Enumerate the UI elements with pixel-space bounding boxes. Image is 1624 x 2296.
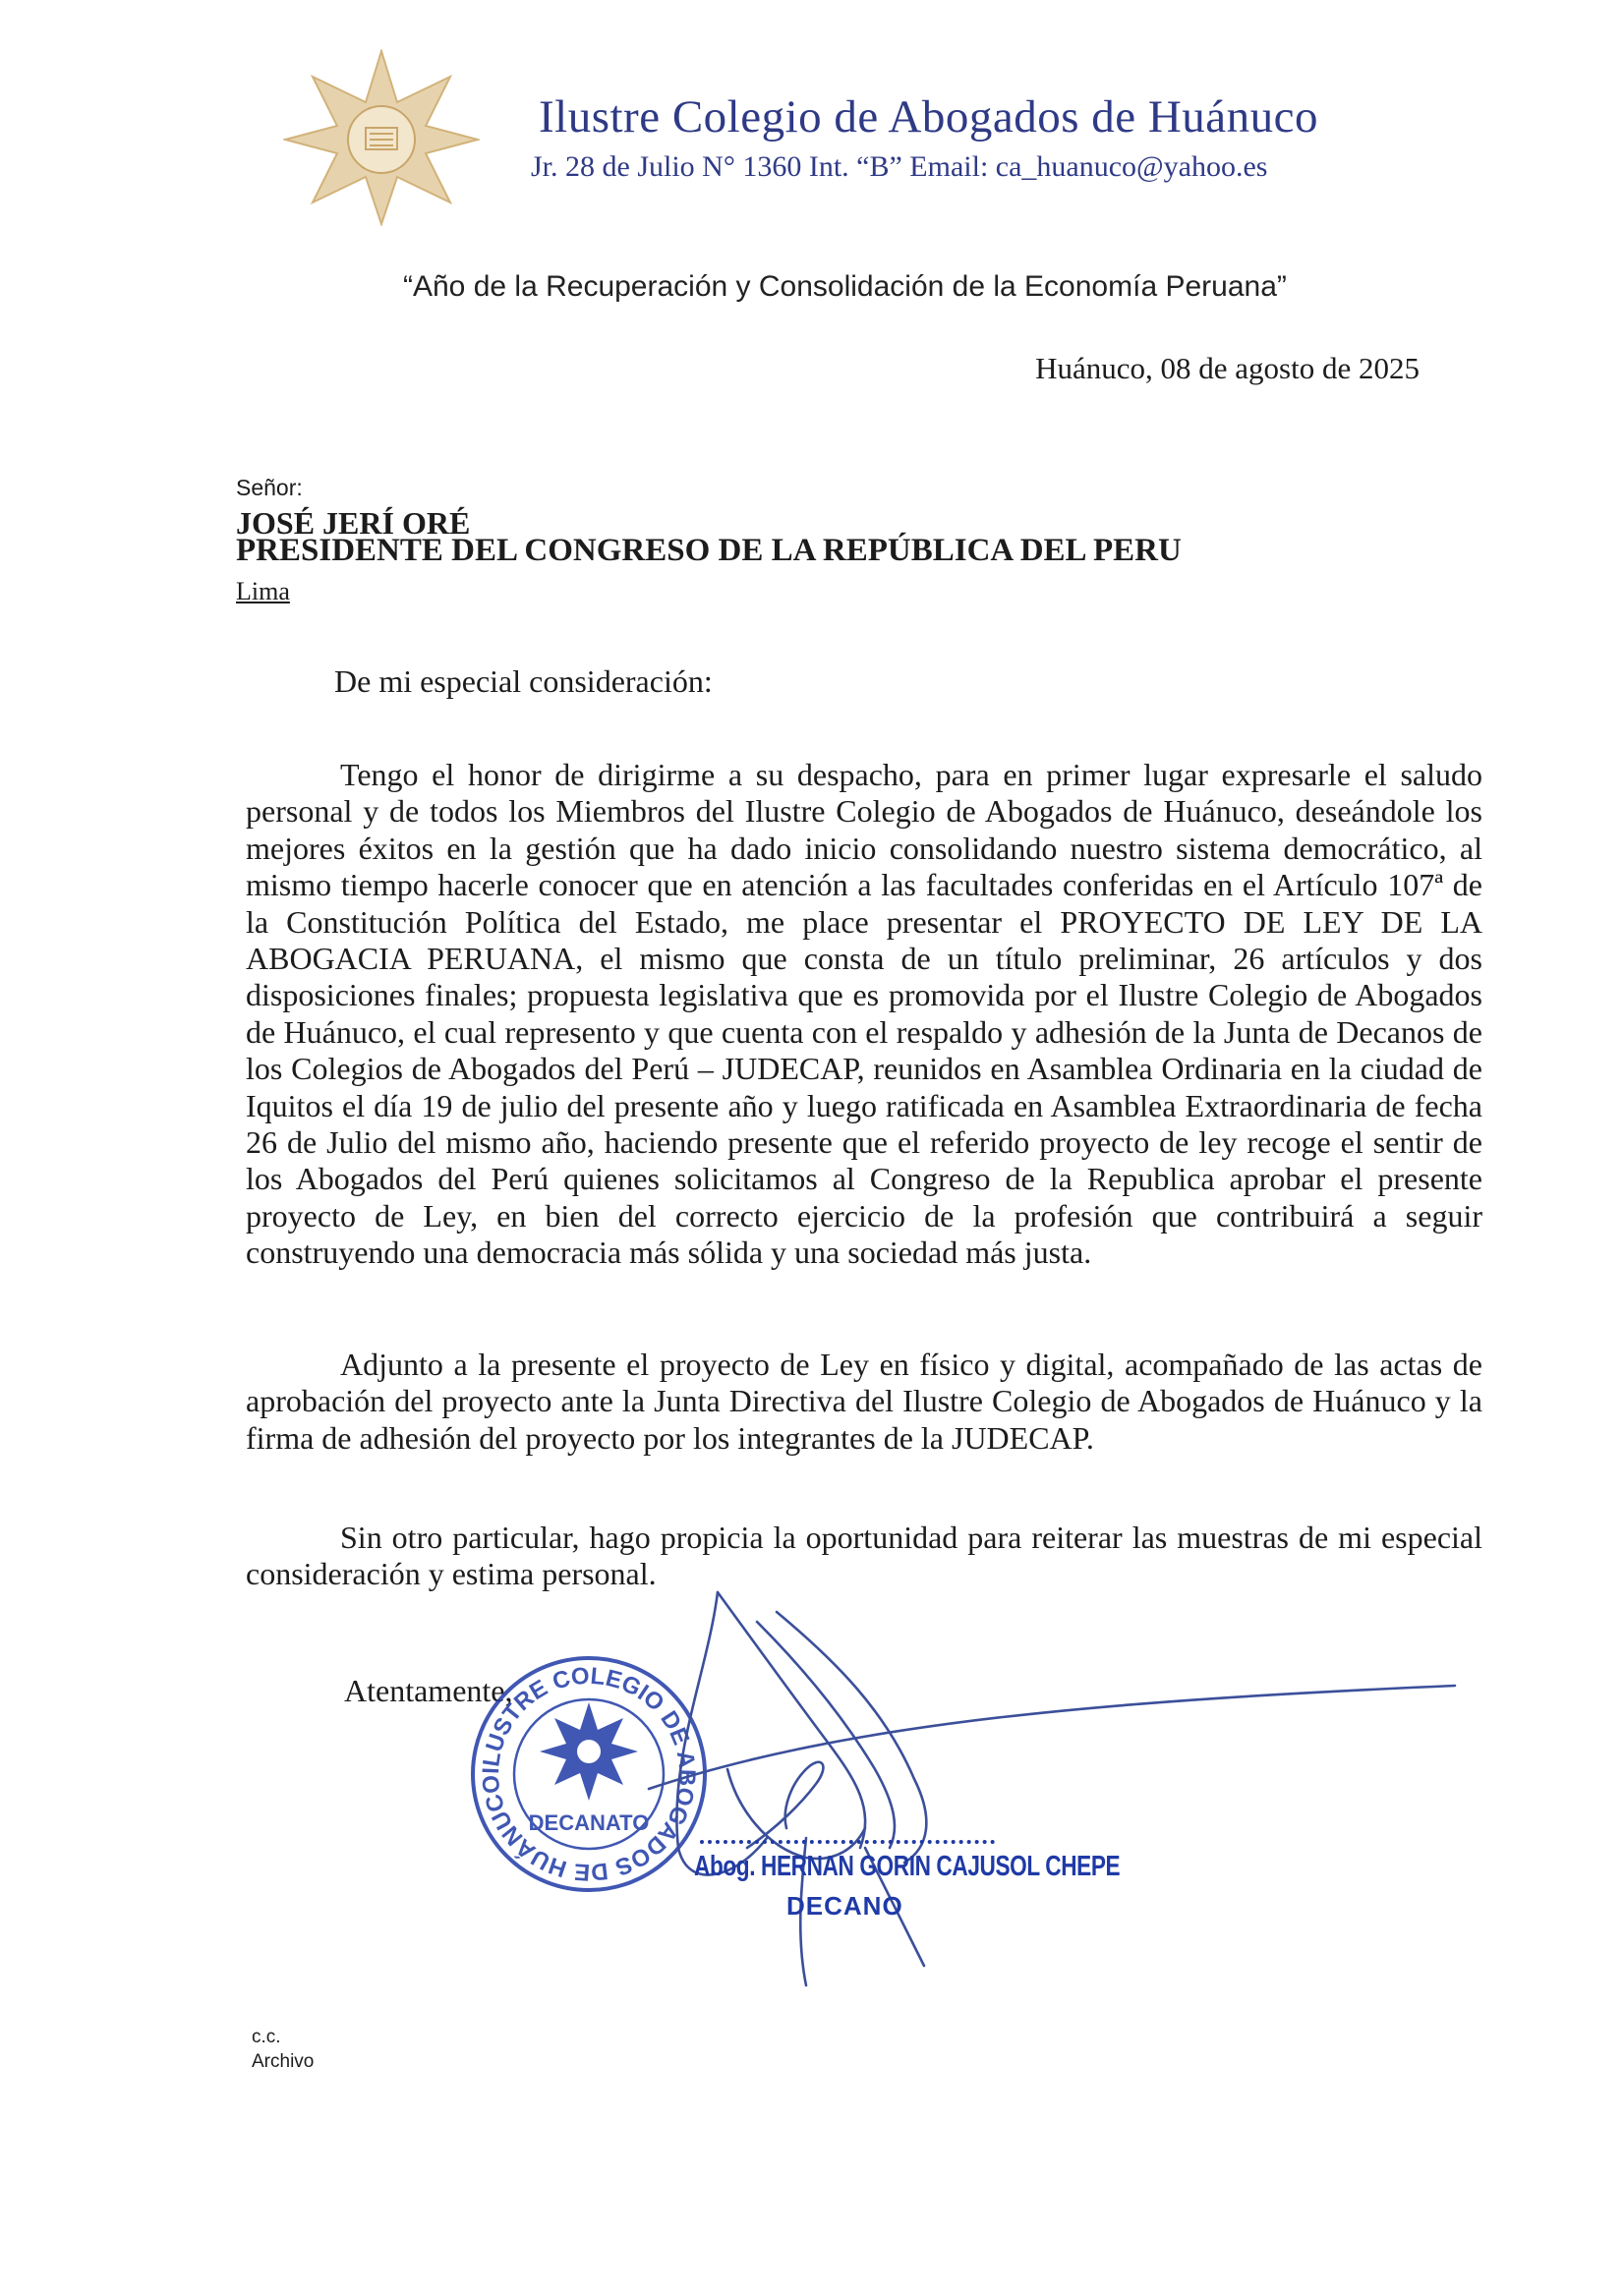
closing-phrase: Atentamente, xyxy=(344,1673,513,1708)
seal-ring-text: ILUSTRE COLEGIO DE ABOGADOS DE HUÁNUCO xyxy=(477,1662,701,1886)
opening-greeting: De mi especial consideración: xyxy=(334,663,713,699)
star-logo-icon xyxy=(283,49,480,226)
body-paragraph-3: Sin otro particular, hago propicia la oportunidad para reiterar las muestras de mi especial consideración y estima personal. xyxy=(246,1520,1482,1592)
organization-address: Jr. 28 de Julio N° 1360 Int. “B” Email: ca_huanuco@yahoo.es xyxy=(531,150,1268,183)
recipient-name: JOSÉ JERÍ ORÉ xyxy=(236,505,471,541)
recipient-city: Lima xyxy=(236,577,290,605)
place-date: Huánuco, 08 de agosto de 2025 xyxy=(1035,351,1420,385)
body-paragraph-2: Adjunto a la presente el proyecto de Ley en físico y digital, acompañado de las actas de aprobación del proyecto ante la Junta Directiva del Ilustre Colegio de Abogados de Huánuco y la firma de adhesión del proyecto por los integrantes de la JUDECAP. xyxy=(246,1347,1482,1456)
signer-name: Abog. HERNAN GORIN CAJUSOL CHEPE xyxy=(694,1851,1121,1882)
cc-archive: Archivo xyxy=(252,2051,315,2072)
organization-name: Ilustre Colegio de Abogados de Huánuco xyxy=(539,91,1319,143)
recipient-title: PRESIDENTE DEL CONGRESO DE LA REPÚBLICA DEL PERU xyxy=(236,533,1182,568)
body-paragraph-1: Tengo el honor de dirigirme a su despacho, para en primer lugar expresarle el saludo personal y de todos los Miembros del Ilustre Colegio de Abogados de Huánuco, deseándole los mejores éxitos en la gestión que ha dado inicio consolidando nuestro sistema democrático, al mismo tiempo hacerle conocer que en atención a las facultades conferidas en el Artículo 107ª de la Constitución Política del Estado, me place presentar el PROYECTO DE LEY DE LA ABOGACIA PERUANA, el mismo que consta de un título preliminar, 26 artículos y dos disposiciones finales; propuesta legislativa que es promovida por el Ilustre Colegio de Abogados de Huánuco, el cual represento y que cuenta con el respaldo y adhesión de la Junta de Decanos de los Colegios de Abogados del Perú – JUDECAP, reunidos en Asamblea Ordinaria en la ciudad de Iquitos el día 19 de julio del presente año y luego ratificada en Asamblea Extraordinaria de fecha 26 de Julio del mismo año, haciendo presente que el referido proyecto de ley recoge el sentir de los Abogados del Perú quienes solicitamos al Congreso de la Republica aprobar el presente proyecto de Ley, en bien del correcto ejercicio de la profesión que contribuirá a seguir construyendo una democracia más sólida y una sociedad más justa. xyxy=(246,757,1482,1271)
cc-label: c.c. xyxy=(252,2027,281,2047)
seal-center-text: DECANATO xyxy=(528,1810,650,1835)
signer-role: DECANO xyxy=(786,1891,903,1921)
year-motto: “Año de la Recuperación y Consolidación de la Economía Peruana” xyxy=(403,270,1287,303)
handwritten-signature xyxy=(609,1553,1494,1995)
salutation-label: Señor: xyxy=(236,475,303,500)
signature-line xyxy=(700,1840,995,1844)
